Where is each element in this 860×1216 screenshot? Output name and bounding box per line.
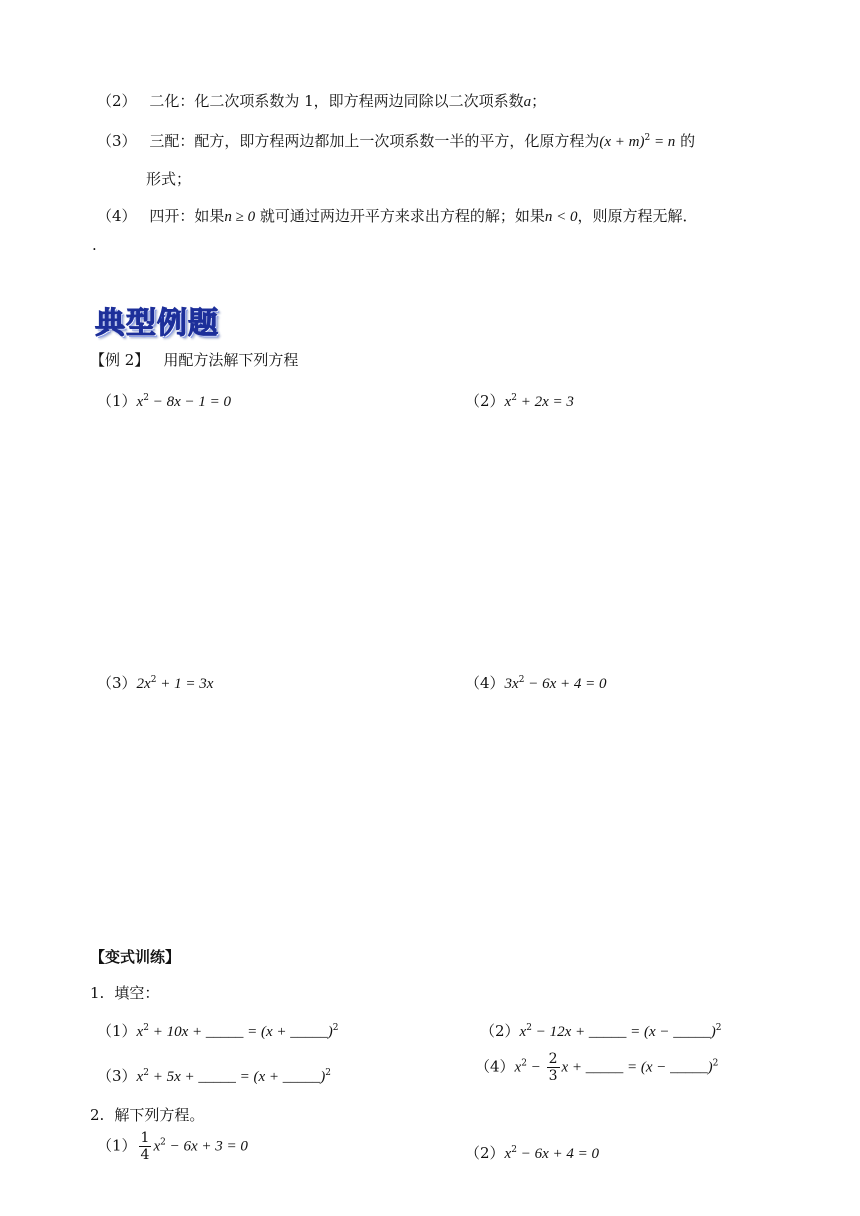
- fill-blank-1: $(1)x^2 + 10x$ + _____ = (x + _____)$^2$: [97, 1022, 339, 1040]
- fill-blank-2: $(2)x^2 - 12x$ + _____ = (x − _____)$^2$: [480, 1022, 722, 1040]
- step-4: （4） 四开：如果n ≥ 0 就可通过两边开平方来求出方程的解；如果n < 0，则原方程无解．: [97, 207, 698, 225]
- stray-dot: .: [92, 236, 97, 254]
- solve-problem-2: $(2)x^2 - 6x + 4 = 0$: [465, 1144, 599, 1162]
- practice-heading: 【变式训练】: [90, 948, 181, 966]
- section-title: 典型例题: [95, 306, 219, 341]
- step-3-continuation: 形式；: [146, 170, 192, 188]
- fill-blank-3: $(3)x^2 + 5x$ + _____ = (x + _____)$^2$: [97, 1067, 331, 1085]
- fill-blank-4: $(4)x^2$ − $\frac{2}{3}$ x + _____ = (x − _____)$^2$: [475, 1051, 719, 1084]
- question-1: 1. 填空：: [90, 984, 160, 1002]
- step-3: （3） 三配：配方，即方程两边都加上一次项系数一半的平方，化原方程为$(x + m)^2 = n$ 的: [97, 132, 696, 150]
- solve-problem-1: （1） $\frac{1}{4}$ $x^2 - 6x + 3 = 0$: [97, 1130, 248, 1163]
- question-2: 2. 解下列方程。: [90, 1106, 205, 1124]
- example-problem-1: $(1)x^2 - 8x - 1 = 0$: [97, 392, 231, 410]
- example-heading: 【例 2】 用配方法解下列方程: [90, 351, 299, 369]
- example-problem-4: $(4)3x^2 - 6x + 4 = 0$: [465, 674, 607, 692]
- example-problem-3: $(3)2x^2 + 1 = 3x$: [97, 674, 214, 692]
- step-2: （2） 二化：化二次项系数为 1，即方程两边同除以二次项系数a；: [97, 92, 547, 110]
- example-problem-2: $(2)x^2 + 2x = 3$: [465, 392, 574, 410]
